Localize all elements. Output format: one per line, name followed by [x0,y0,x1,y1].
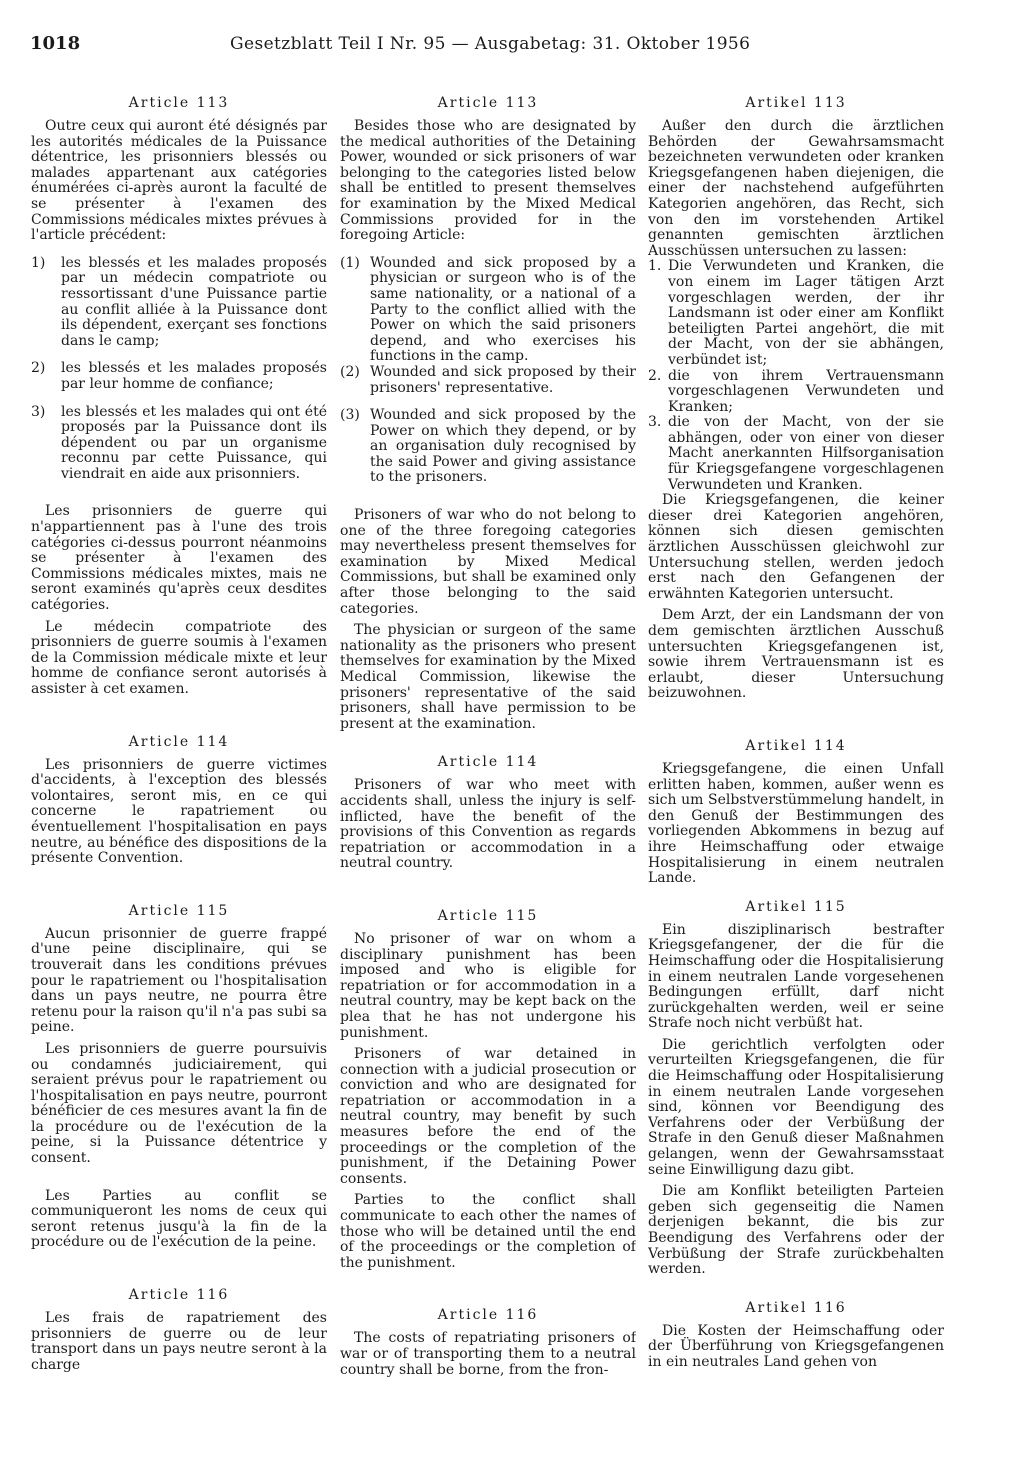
article-title: Article 114 [437,754,539,771]
article-115-fr [31,903,327,1251]
article-115-en [340,908,636,1271]
paragraph: Kriegsgefangene, die einen Unfall erlitten haben, kommen, außer wenn es sich um Selbstverstümmelung handelt, in den Genuß der Bestimmungen des vorliegenden Abkommens in bezug auf ihre Heimschaffung oder etwaige Hospitalisierung in einem neutralen Lande. [648,760,944,887]
article-title: Article 116 [128,1287,230,1304]
article-115-de [648,899,944,1278]
paragraph: Le médecin compatriote des prisonniers de guerre soumis à l'examen de la Commission médicale mixte et leur homme de confiance seront autorisés à assister à cet examen. [31,618,327,697]
article-114-fr [31,734,327,867]
list-item [648,369,944,416]
category-list [31,256,327,483]
paragraph: Les Parties au conflit se communiqueront les noms de ceux qui seront retenus jusqu'à la fin de la procédure ou de l'exécution de la peine. [31,1187,327,1251]
list-marker: (3) [340,407,360,424]
list-item [31,361,327,392]
list-item-text: Die Verwundeten und Kranken, die von einem im Lager tätigen Arzt vorgeschlagen werden, der ihr Landsmann ist oder einer am Konflikt beteiligten Partei angehört, die mit der Macht, von der sie abhängen, verbündet ist; [668,258,944,368]
paragraph: Außer den durch die ärztlichen Behörden der Gewahrsamsmacht bezeichneten verwundeten oder kranken Kriegsgefangenen haben diejenigen, die einer der nachstehend aufgeführten Kategorien angehören, das Recht, sich von den im vorstehenden Artikel genannten gemischten ärztlichen Ausschüssen untersuchen zu lassen: [648,118,944,259]
paragraph: Prisoners of war detained in connection with a judicial prosecution or conviction and who are designated for repatriation or accommodation in a neutral country, may benefit by such measures before the end of the proceedings or the completion of the punishment, if the Detaining Power consents. [340,1046,636,1187]
paragraph: Besides those who are designated by the medical authorities of the Detaining Power, wounded or sick prisoners of war belonging to the categories listed below shall be entitled to present themselves for examination by the Mixed Medical Commissions provided for in the foregoing Article: [340,118,636,244]
list-marker: 1. [648,258,662,275]
paragraph: Die Kriegsgefangenen, die keiner dieser drei Kategorien angehören, können sich diesen gemischten ärztlichen Ausschüssen gleichwohl zur Untersuchung stellen, werden jedoch erst nach den Gefangenen der erwähnten Kategorien untersucht. [648,492,944,602]
page-header [30,30,990,58]
list-item-text: die von der Macht, von der sie abhängen, oder von einer von dieser Macht anerkannten Hilfsorganisation für Kriegsgefangene vorgeschlagenen Verwundeten und Kranken. [668,414,944,493]
list-item-text: les blessés et les malades proposés par un médecin compatriote ou ressortissant d'une Puissance partie au conflit alliée à la Puissance dont ils dépendent, exerçant ses fonctions dans le camp; [61,254,327,349]
article-title: Artikel 116 [745,1299,847,1316]
paragraph: Les frais de rapatriement des prisonniers de guerre ou de leur transport dans un pays neutre seront à la charge [31,1310,327,1373]
article-title: Artikel 114 [745,737,847,754]
list-item [31,405,327,483]
article-116-fr [31,1287,327,1373]
article-114-de [648,738,944,887]
article-113-en [340,95,636,732]
list-item [648,259,944,368]
article-116-en [340,1307,636,1378]
article-title: Article 113 [437,95,539,111]
paragraph: Die Kosten der Heimschaffung oder der Überführung von Kriegsgefangenen in ein neutrales Land gehen von [648,1322,944,1370]
article-title: Article 115 [128,902,230,919]
paragraph: Ein disziplinarisch bestrafter Kriegsgefangener, der die für die Heimschaffung oder die Hospitalisierung in einem neutralen Lande vorgesehenen Bedingungen erfüllt, darf nicht zurückgehalten werden, weil er seine Strafe noch nicht verbüßt hat. [648,921,944,1032]
paragraph: Les prisonniers de guerre victimes d'accidents, à l'exception des blessés volontaires, seront mis, en ce qui concerne le rapatriement ou éventuellement l'hospitalisation en pays neutre, au bénéfice des dispositions de la présente Convention. [31,756,327,867]
list-marker: (2) [340,363,360,380]
list-item-text: les blessés et les malades qui ont été proposés par la Puissance dont ils dépendent ou par un organisme reconnu par cette Puissance, qui viendrait en aide aux prisonniers. [61,403,327,482]
article-title: Article 113 [128,95,230,111]
paragraph: Dem Arzt, der ein Landsmann der von dem gemischten ärztlichen Ausschuß untersuchten Kriegsgefangenen ist, sowie ihrem Vertrauensmann ist es erlaubt, dieser Untersuchung beizuwohnen. [648,607,944,702]
paragraph: Les prisonniers de guerre poursuivis ou condamnés judiciairement, qui seraient prévus pour le rapatriement ou l'hospitalisation en pays neutre, pourront bénéficier de ces mesures avant la fin de la procédure ou de l'exécution de la peine, si la Puissance détentrice y consent. [31,1040,327,1167]
list-item [31,256,327,350]
article-title: Artikel 115 [745,898,847,915]
list-item-text: Wounded and sick proposed by a physician or surgeon who is of the same nationality, or a national of a Party to the conflict allied with the Power on which the said prisoners depend, and who exercises his functions in the camp. [370,254,636,365]
paragraph: The physician or surgeon of the same nationality as the prisoners who present themselves for examination by the Mixed Medical Commission, likewise the prisoners' representative of the said prisoners, shall have permission to be present at the examination. [340,622,636,732]
article-title: Article 116 [437,1307,539,1324]
list-item [340,365,636,396]
paragraph: Outre ceux qui auront été désignés par les autorités médicales de la Puissance détentrice, les prisonniers blessés ou malades appartenant aux catégories énumérées ci-après auront la faculté de se présenter à l'examen des Commissions médicales mixtes prévues à l'article précédent: [31,118,327,244]
list-item [340,256,636,365]
list-marker: 1) [31,254,46,271]
category-list [340,256,636,486]
paragraph: Prisoners of war who do not belong to one of the three foregoing categories may nevertheless present themselves for examination by Mixed Medical Commissions, but shall be examined only after those belonging to the said categories. [340,507,636,617]
list-item-text: Wounded and sick proposed by the Power on which they depend, or by an organisation duly recognised by the said Power and giving assistance to the prisoners. [370,407,636,486]
column-english [340,95,636,1445]
paragraph: The costs of repatriating prisoners of war or of transporting them to a neutral country shall be borne, from the fron- [340,1330,636,1378]
list-item-text: les blessés et les malades proposés par leur homme de confiance; [61,360,327,392]
column-french [31,95,327,1445]
category-list [648,259,944,493]
list-item-text: Wounded and sick proposed by their prisoners' representative. [370,363,636,396]
article-114-en [340,754,636,872]
running-head: Gesetzblatt Teil I Nr. 95 — Ausgabetag: 31. Oktober 1956 [230,34,751,54]
paragraph: No prisoner of war on whom a disciplinary punishment has been imposed and who is eligible for repatriation or for accommodation in a neutral country, may be kept back on the plea that he has not undergone his punishment. [340,930,636,1041]
list-marker: (1) [340,254,360,271]
list-item [340,408,636,486]
list-marker: 3) [31,403,46,420]
paragraph: Les prisonniers de guerre qui n'appartiennent pas à l'une des trois catégories ci-dessus pourront néanmoins se présenter à l'examen des Commissions médicales mixtes, mais ne seront examinés qu'après ceux desdites catégories. [31,503,327,614]
paragraph: Die am Konflikt beteiligten Parteien geben sich gegenseitig die Namen derjenigen bekannt, die bis zur Beendigung des Verfahrens oder der Verbüßung der Strafe zurückbehalten werden. [648,1183,944,1278]
article-title: Article 115 [437,907,539,924]
article-113-de [648,95,944,702]
article-113-fr [31,95,327,698]
article-title: Artikel 113 [745,95,847,111]
list-marker: 3. [648,414,662,431]
article-116-de [648,1300,944,1371]
paragraph: Aucun prisonnier de guerre frappé d'une peine disciplinaire, qui se trouverait dans les conditions prévues pour le rapatriement ou l'hospitalisation dans un pays neutre, ne pourra être retenu pour la raison qu'il n'a pas subi sa peine. [31,925,327,1036]
paragraph: Die gerichtlich verfolgten oder verurteilten Kriegsgefangenen, die für die Heimschaffung oder Hospitalisierung in einem neutralen Lande vorgesehen sind, können vor Beendigung des Verfahrens oder der Verbüßung der Strafe in den Genuß dieser Maßnahmen gelangen, wenn der Gewahrsamsstaat seine Einwilligung dazu gibt. [648,1036,944,1178]
column-german [648,95,944,1445]
list-item-text: die von ihrem Vertrauensmann vorgeschlagenen Verwundeten und Kranken; [668,367,944,415]
paragraph: Prisoners of war who meet with accidents shall, unless the injury is self-inflicted, have the benefit of the provisions of this Convention as regards repatriation or accommodation in a neutral country. [340,777,636,872]
list-item [648,415,944,493]
article-title: Article 114 [128,733,230,750]
page-number: 1018 [30,33,81,54]
list-marker: 2. [648,367,662,384]
paragraph: Parties to the conflict shall communicate to each other the names of those who will be detained until the end of the proceedings or the completion of the punishment. [340,1192,636,1271]
list-marker: 2) [31,360,46,377]
